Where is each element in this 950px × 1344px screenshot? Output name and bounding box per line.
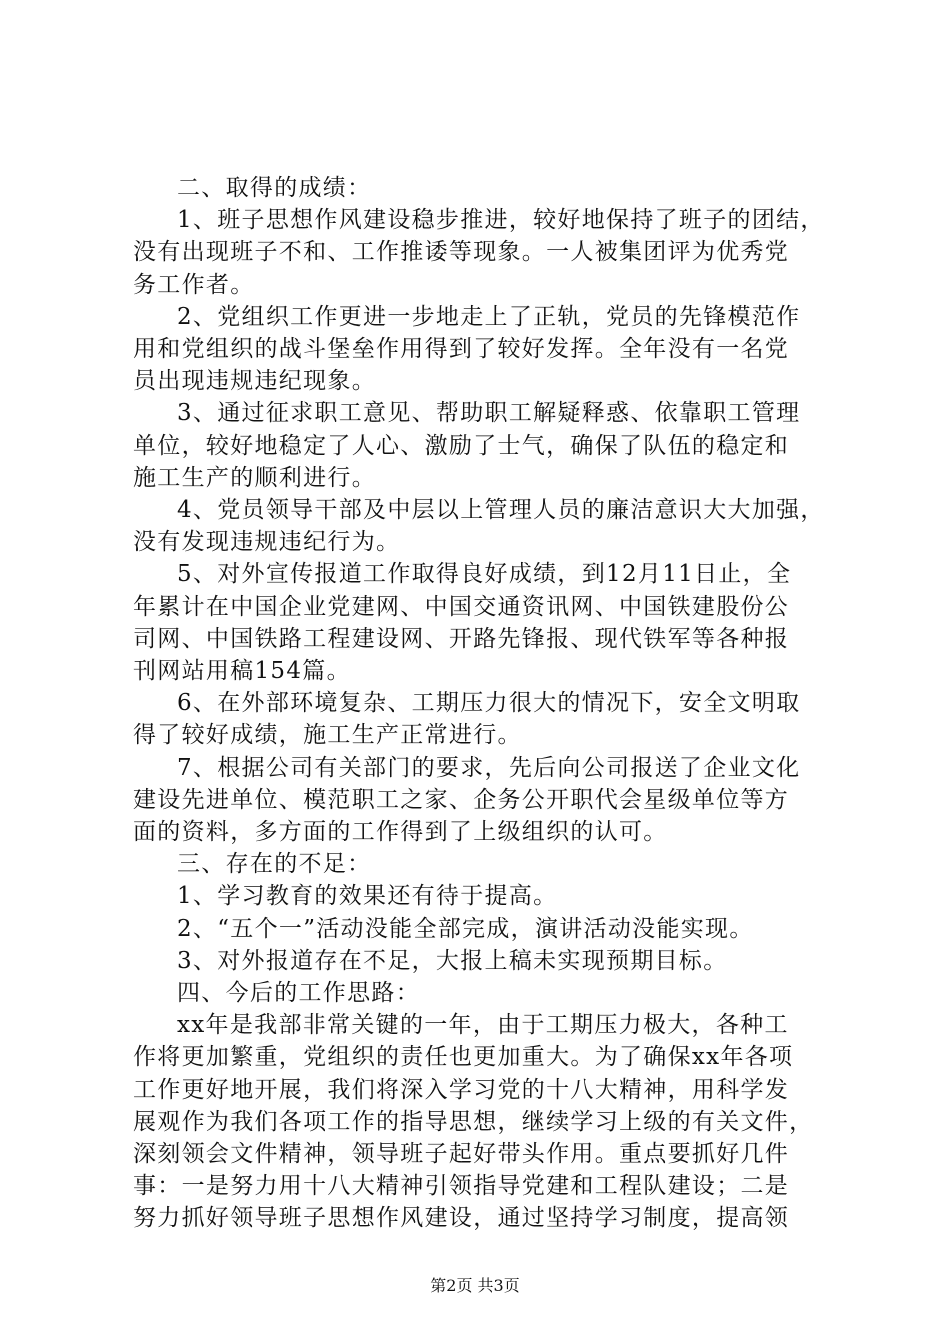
paragraph-line: 4、党员领导干部及中层以上管理人员的廉洁意识大大加强， — [177, 497, 825, 523]
paragraph-line: 7、根据公司有关部门的要求，先后向公司报送了企业文化 — [177, 754, 801, 781]
paragraph-line: 司网、中国铁路工程建设网、开路先锋报、现代铁军等各种报 — [133, 625, 790, 652]
paragraph-line: 1、班子思想作风建设稳步推进，较好地保持了班子的团结， — [177, 207, 825, 234]
paragraph-line: 6、在外部环境复杂、工期压力很大的情况下，安全文明取 — [177, 690, 801, 717]
paragraph-line: 展观作为我们各项工作的指导思想，继续学习上级的有关文件， — [133, 1108, 814, 1135]
section-heading-achievements: 二、取得的成绩： — [177, 175, 372, 201]
paragraph-line: 1、学习教育的效果还有待于提高。 — [177, 883, 558, 910]
paragraph-line: 用和党组织的战斗堡垒作用得到了较好发挥。全年没有一名党 — [133, 336, 790, 362]
paragraph-line: 施工生产的顺利进行。 — [133, 464, 376, 491]
paragraph-line: 员出现违规违纪现象。 — [133, 368, 376, 395]
paragraph-line: 没有发现违规违纪行为。 — [133, 529, 401, 556]
section-heading-future-plans: 四、今后的工作思路： — [177, 980, 420, 1006]
paragraph-line: 2、党组织工作更进一步地走上了正轨，党员的先锋模范作 — [177, 303, 801, 330]
paragraph-line: 建设先进单位、模范职工之家、企务公开职代会星级单位等方 — [133, 786, 790, 813]
paragraph-line: 3、对外报道存在不足，大报上稿未实现预期目标。 — [177, 947, 728, 974]
paragraph-line: xx年是我部非常关键的一年，由于工期压力极大，各种工 — [177, 1012, 789, 1039]
paragraph-line: 2、“五个一”活动没能全部完成，演讲活动没能实现。 — [177, 915, 754, 942]
paragraph-line: 5、对外宣传报道工作取得良好成绩，到12月11日止，全 — [177, 561, 792, 588]
paragraph-line: 没有出现班子不和、工作推诿等现象。一人被集团评为优秀党 — [133, 239, 790, 266]
page-footer: 第2页 共3页 — [430, 1275, 520, 1295]
paragraph-line: 工作更好地开展，我们将深入学习党的十八大精神，用科学发 — [133, 1076, 790, 1103]
paragraph-line: 深刻领会文件精神，领导班子起好带头作用。重点要抓好几件 — [133, 1141, 790, 1167]
paragraph-line: 单位，较好地稳定了人心、激励了士气，确保了队伍的稳定和 — [133, 432, 790, 459]
paragraph-line: 作将更加繁重，党组织的责任也更加重大。为了确保xx年各项 — [133, 1044, 794, 1071]
paragraph-line: 刊网站用稿154篇。 — [133, 658, 351, 684]
paragraph-line: 得了较好成绩，施工生产正常进行。 — [133, 722, 522, 749]
section-heading-shortcomings: 三、存在的不足： — [177, 851, 372, 878]
paragraph-line: 努力抓好领导班子思想作风建设，通过坚持学习制度，提高领 — [133, 1205, 790, 1232]
paragraph-line: 面的资料，多方面的工作得到了上级组织的认可。 — [133, 819, 668, 845]
paragraph-line: 年累计在中国企业党建网、中国交通资讯网、中国铁建股份公 — [133, 593, 790, 620]
paragraph-line: 事：一是努力用十八大精神引领指导党建和工程队建设；二是 — [133, 1173, 790, 1200]
paragraph-line: 务工作者。 — [133, 271, 255, 298]
paragraph-line: 3、通过征求职工意见、帮助职工解疑释惑、依靠职工管理 — [177, 400, 801, 427]
